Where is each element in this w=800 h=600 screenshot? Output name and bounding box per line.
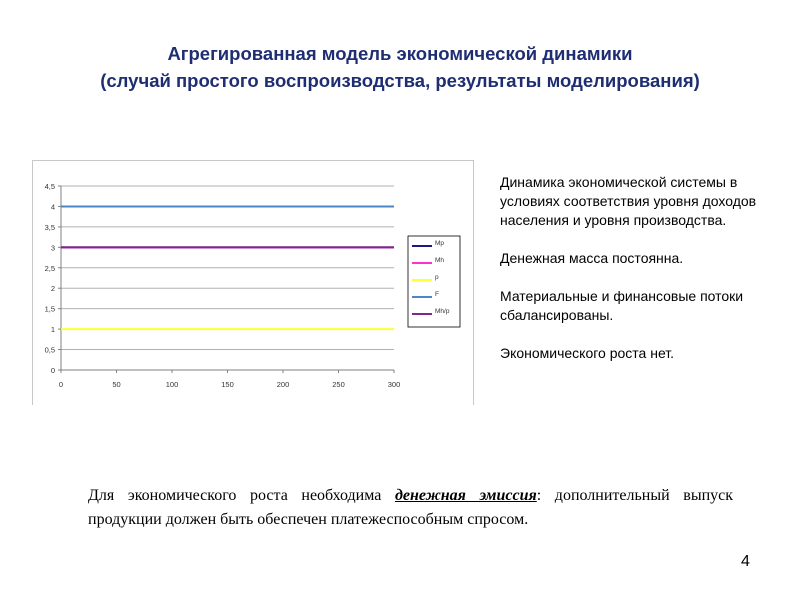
description-paragraph-4: Экономического роста нет.: [500, 345, 675, 361]
x-tick-label: 300: [387, 380, 401, 389]
legend-label: Mh: [435, 257, 445, 264]
x-tick-label: 0: [58, 380, 64, 389]
x-tick-label: 200: [276, 380, 290, 389]
description-paragraph-2: Денежная масса постоянна.: [500, 250, 684, 266]
y-tick-label: 3: [50, 243, 55, 253]
description-paragraph-3: Материальные и финансовые потоки сбалансированы.: [500, 288, 744, 323]
y-tick-label: 2,5: [44, 263, 55, 273]
title-line-1: Агрегированная модель экономической динамики: [167, 43, 633, 64]
conclusion-after: : дополнительный выпуск продукции должен быть обеспечен платежеспособным спросом.: [88, 487, 734, 528]
line-chart: [32, 160, 474, 405]
y-tick-label: 0,5: [44, 345, 55, 355]
slide-title: [20, 40, 780, 94]
description-text: [500, 173, 770, 382]
title-line-2: (случай простого воспроизводства, результаты моделирования): [100, 70, 700, 91]
description-paragraph-1: Динамика экономической системы в условиях соответствия уровня доходов населения и уровня производства.: [500, 174, 757, 228]
x-tick-label: 250: [332, 380, 345, 389]
legend-label: Mp: [435, 240, 445, 247]
y-tick-label: 1: [50, 325, 55, 335]
y-tick-label: 4: [50, 202, 55, 212]
x-tick-label: 150: [221, 380, 234, 389]
y-tick-label: 3,5: [44, 222, 55, 232]
y-tick-label: 2: [50, 284, 55, 294]
x-tick-label: 100: [165, 380, 179, 389]
y-tick-label: 0: [50, 366, 55, 375]
conclusion-before: Для экономического роста необходима: [88, 487, 395, 504]
x-tick-label: 50: [112, 380, 121, 389]
plot-area: [61, 186, 394, 370]
legend-label: Mh/p: [435, 308, 450, 315]
legend-label: p: [435, 274, 439, 281]
legend-label: F: [435, 291, 439, 298]
chart-canvas: [33, 161, 473, 405]
y-tick-label: 4,5: [44, 182, 55, 191]
conclusion-text: [88, 484, 733, 532]
y-tick-label: 1,5: [44, 304, 55, 314]
conclusion-emphasis: денежная эмиссия: [394, 487, 537, 504]
page-number: 4: [741, 553, 750, 570]
